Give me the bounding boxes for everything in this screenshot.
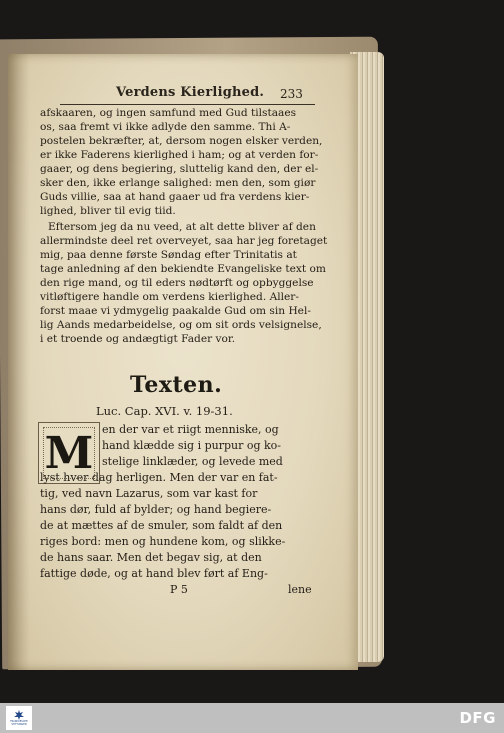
text-line: er ikke Faderens kierlighed i ham; og at verden for- [40,149,319,161]
page-gutter [8,54,30,670]
text-line: i et troende og andægtigt Fader vor. [40,333,236,345]
text-line: mig, paa denne første Søndag efter Trinitatis at [40,249,297,261]
book-page [8,54,358,670]
text-line: den rige mand, og til eders nødtørft og opbyggelse [40,277,314,289]
text-line: Guds villie, saa at hand gaaer ud fra verdens kier- [40,191,310,203]
viewer-footer-bar [0,703,504,733]
text-line: tage anledning af den bekiendte Evangeliske text om [40,263,326,275]
catchword: lene [288,583,312,596]
text-line: riges bord: men og hundene kom, og slikke- [40,535,286,548]
initial-letter: M [44,427,94,479]
text-line: lig Aands medarbeidelse, og om sit ords velsignelse, [40,319,322,331]
text-line: vitløftigere handle om verdens kierlighed. Aller- [40,291,299,303]
library-logo [6,706,32,730]
text-line: de at mættes af de smuler, som faldt af den [40,519,283,532]
text-line: lighed, bliver til evig tiid. [40,205,176,217]
text-line: afskaaren, og ingen samfund med Gud tilstaaes [40,107,297,119]
section-heading: Texten. [130,372,223,398]
text-line: tig, ved navn Lazarus, som var kast for [40,487,258,500]
text-line: en der var et riigt menniske, og [102,423,279,436]
page-number: 233 [280,87,303,101]
logo-text: FRANCKESCHE STIFTUNGEN [10,720,28,726]
text-line: lyst hver dag herligen. Men der var en fat- [40,471,278,484]
running-title: Verdens Kierlighed. [116,85,265,100]
text-line: de hans saar. Men det begav sig, at den [40,551,262,564]
dfg-logo: DFG [459,709,496,727]
text-line: hand klædde sig i purpur og ko- [102,439,282,452]
scripture-reference: Luc. Cap. XVI. v. 19-31. [96,404,233,418]
signature-mark: P 5 [170,583,188,596]
text-line: allermindste deel ret overveyet, saa har jeg foretaget [40,235,328,247]
text-line: sker den, ikke erlange salighed: men den, som giør [40,177,316,189]
text-line: Eftersom jeg da nu veed, at alt dette bliver af den [48,221,316,233]
text-line: postelen bekræfter, at, dersom nogen elsker verden, [40,135,323,147]
text-line: gaaer, og dens begiering, sluttelig kand den, der el- [40,163,319,175]
header-rule [60,104,315,105]
text-line: stelige linklæder, og levede med [102,455,283,468]
text-line: hans dør, fuld af bylder; og hand begiere- [40,503,272,516]
text-line: os, saa fremt vi ikke adlyde den samme. Thi A- [40,121,291,133]
text-line: forst maae vi ydmygelig paakalde Gud om sin Hel- [40,305,311,317]
text-line: fattige døde, og at hand blev ført af Eng- [40,567,268,580]
